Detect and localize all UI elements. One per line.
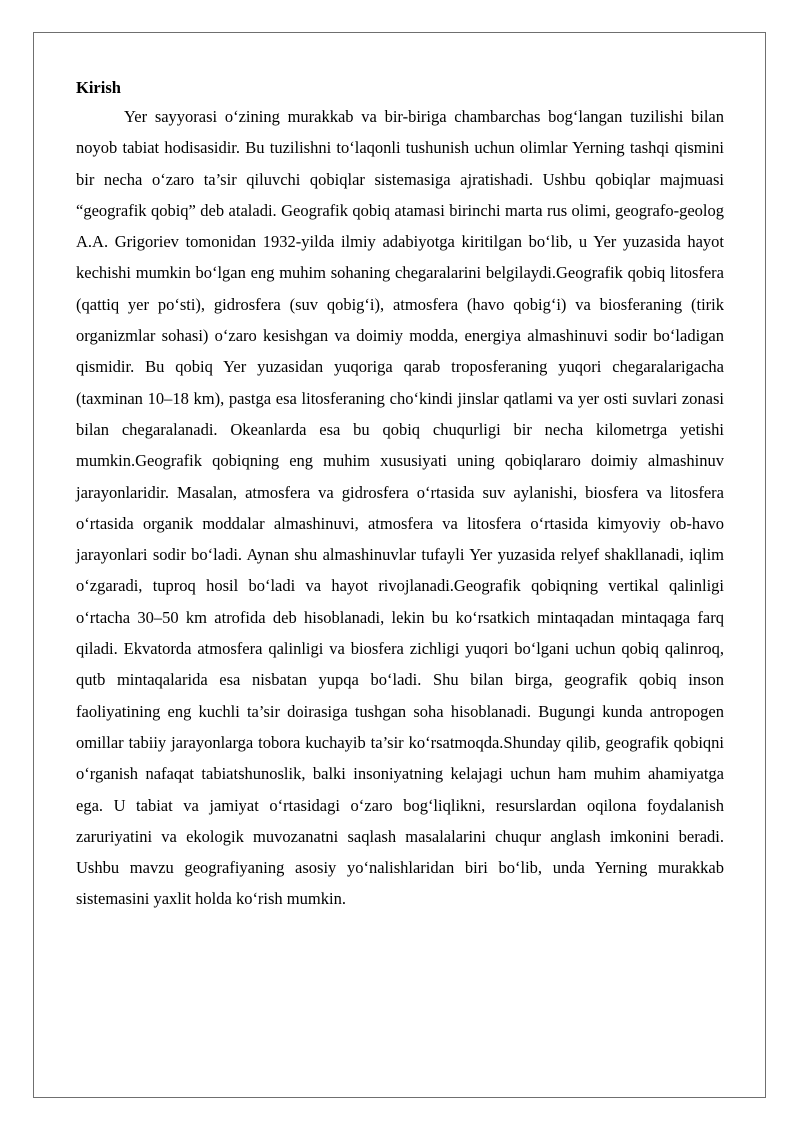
section-heading: Kirish [76, 78, 121, 97]
document-content [76, 74, 724, 915]
body-paragraph: Yer sayyorasi o‘zining murakkab va bir-biriga chambarchas bog‘langan tuzilishi bilan noyob tabiat hodisasidir. Bu tuzilishni to‘laqonli tushunish uchun olimlar Yerning tashqi qismini bir necha o‘zaro ta’sir qiluvchi qobiqlar sistemasiga ajratishadi. Ushbu qobiqlar majmuasi “geografik qobiq” deb ataladi. Geografik qobiq atamasi birinchi marta rus olimi, geografo-geolog A.A. Grigoriev tomonidan 1932-yilda ilmiy adabiyotga kiritilgan bo‘lib, u Yer yuzasida hayot kechishi mumkin bo‘lgan eng muhim sohaning chegaralarini belgilaydi.Geografik qobiq litosfera (qattiq yer po‘sti), gidrosfera (suv qobig‘i), atmosfera (havo qobig‘i) va biosferaning (tirik organizmlar sohasi) o‘zaro kesishgan va doimiy modda, energiya almashinuvi sodir bo‘ladigan qismidir. Bu qobiq Yer yuzasidan yuqoriga qarab troposferaning yuqori chegaralarigacha (taxminan 10–18 km), pastga esa litosferaning cho‘kindi jinslar qatlami va yer osti suvlari zonasi bilan chegaralanadi. Okeanlarda esa bu qobiq chuqurligi bir necha kilometrga yetishi mumkin.Geografik qobiqning eng muhim xususiyati uning qobiqlararo doimiy almashinuv jarayonlaridir. Masalan, atmosfera va gidrosfera o‘rtasida suv aylanishi, biosfera va litosfera o‘rtasida organik moddalar almashinuvi, atmosfera va litosfera o‘rtasida kimyoviy ob-havo jarayonlari sodir bo‘ladi. Aynan shu almashinuvlar tufayli Yer yuzasida relyef shakllanadi, iqlim o‘zgaradi, tuproq hosil bo‘ladi va hayot rivojlanadi.Geografik qobiqning vertikal qalinligi o‘rtacha 30–50 km atrofida deb hisoblanadi, lekin bu ko‘rsatkich mintaqadan mintaqaga farq qiladi. Ekvatorda atmosfera qalinligi va biosfera zichligi yuqori bo‘lgani uchun qobiq qalinroq, qutb mintaqalarida esa nisbatan yupqa bo‘ladi. Shu bilan birga, geografik qobiq inson faoliyatining eng kuchli ta’sir doirasiga tushgan soha hisoblanadi. Bugungi kunda antropogen omillar tabiiy jarayonlarga tobora kuchayib ta’sir ko‘rsatmoqda.Shunday qilib, geografik qobiqni o‘rganish nafaqat tabiatshunoslik, balki insoniyatning kelajagi uchun ham muhim ahamiyatga ega. U tabiat va jamiyat o‘rtasidagi o‘zaro bog‘liqlikni, resurslardan oqilona foydalanish zaruriyatini va ekologik muvozanatni saqlash masalalarini chuqur anglash imkonini beradi. Ushbu mavzu geografiyaning asosiy yo‘nalishlaridan biri bo‘lib, unda Yerning murakkab sistemasini yaxlit holda ko‘rish mumkin. [76, 107, 724, 909]
